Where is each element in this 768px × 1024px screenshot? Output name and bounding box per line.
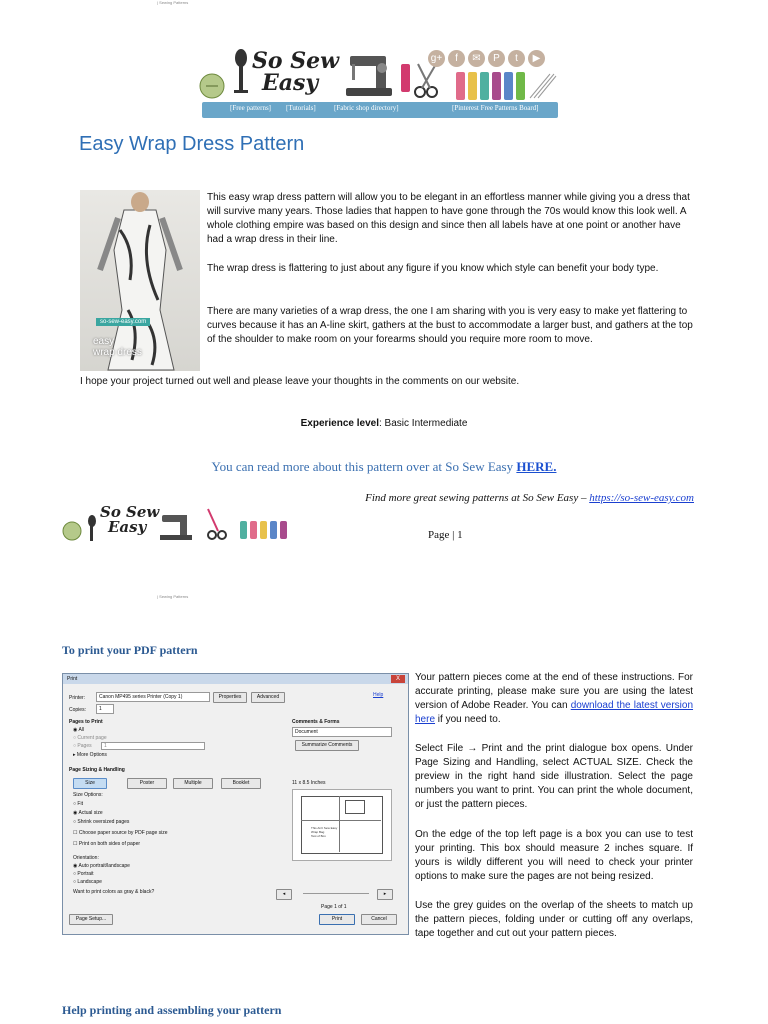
sewing-machine-icon [346, 50, 396, 100]
summarize-comments-button: Summarize Comments [295, 740, 359, 751]
print-para-3: On the edge of the top left page is a box you can use to test your printing. This box should measure 2 inches square. If yours is wildly different you will need to check your printer options to make sure the pages are not being resized. [415, 829, 693, 882]
page-setup-button: Page Setup... [69, 914, 113, 925]
properties-button: Properties [213, 692, 247, 703]
google-plus-icon[interactable]: g+ [428, 50, 445, 67]
print-para-4: Use the grey guides on the overlap of the sheets to match up the pattern pieces, folding under or cutting off any overlaps, tape together and cut out your pattern pieces. [415, 900, 693, 939]
paragraph-2: The wrap dress is flattering to just about any figure if you know which style can benefit your body type. [207, 263, 659, 274]
paragraph-3: There are many varieties of a wrap dress, the one I am sharing with you is very easy to make yet flattering to curves because it has an A-line skirt, gathers at the bust to accommodate a larger bust, and gathers at the top of the shoulder to make room on your forearms should you require more room to move. [207, 306, 693, 345]
page-number: Page | 1 [428, 529, 463, 541]
nav-free-patterns[interactable]: [Free patterns] [230, 104, 272, 112]
site-banner[interactable] [194, 44, 564, 120]
intro-paragraph: This easy wrap dress pattern will allow you to be elegant in an effortless manner while giving you a dress that will survive many years. Those ladies that happen to have gone through the 70s would know this look well. A whole clothing empire was based on this design and since then all labels have at one point or another have had a wrap dress in their line. [207, 192, 690, 245]
scissors-icon [412, 62, 442, 98]
twitter-icon[interactable]: t [508, 50, 525, 67]
comments-select: Document [292, 727, 392, 737]
spool-icon [456, 72, 465, 100]
nav-ribbon [202, 102, 558, 118]
read-more-link[interactable]: HERE. [516, 459, 557, 474]
copies-input: 1 [96, 704, 114, 714]
experience-level: Experience level: Basic Intermediate [300, 418, 468, 429]
page-title: Easy Wrap Dress Pattern [79, 133, 305, 155]
printer-select: Canon MP495 series Printer (Copy 1) [96, 692, 210, 702]
so-sew-easy-url-link[interactable]: https://so-sew-easy.com [589, 492, 694, 504]
pinterest-icon[interactable]: P [488, 50, 505, 67]
nav-pinterest-board[interactable]: [Pinterest Free Patterns Board] [452, 104, 539, 112]
page-caption: | Sewing Patterns [157, 0, 189, 5]
find-more-line: Find more great sewing patterns at So Sew Easy – https://so-sew-easy.com [365, 492, 694, 504]
help-printing-heading: Help printing and assembling your pattern [62, 1003, 282, 1017]
spool-icon [516, 72, 525, 100]
print-para-1: Your pattern pieces come at the end of these instructions. For accurate printing, please make sure you are using the latest version of Adobe Reader. You can download the latest version here if you need to. [415, 672, 694, 725]
spool-icon [468, 72, 477, 100]
button-icon [62, 513, 98, 543]
image-caption-url: so-sew-easy.com [96, 318, 150, 326]
scissors-icon [202, 507, 230, 541]
mannequin-icon [194, 44, 254, 102]
cancel-button: Cancel [361, 914, 397, 925]
nav-tutorials[interactable]: [Tutorials] [286, 104, 316, 112]
advanced-button: Advanced [251, 692, 285, 703]
print-preview: This Ain't Sew Easy Wrap Bag Test of Box [292, 789, 392, 861]
footer-logo: So Sew Easy [62, 505, 314, 545]
dialog-titlebar: Print [63, 674, 408, 684]
print-dialog-screenshot: Print X Printer: Canon MP495 series Printer (Copy 1) Properties Advanced Help Copies: 1 Pages to Print ◉ All ○ Current page ○ Pages 1 ▸ More Options Page Sizing & Handling Size Poster Multiple Booklet Size Options: ○ Fit ◉ Actual size ○ Shrink oversized pages ☐ Choose paper source by PDF page size ☐ Print on both sides of paper Orientation: ◉ Auto portrait/landscape ○ Portrait ○ Landscape Want to print colors as gray & black? Comments & Forms Document Summarize Comments 11 x 8.5 Inches This Ain't Sew Easy Wrap Bag Test of Box ◂ ▸ Page 1 of 1 Page Setup... Print Cancel [62, 673, 409, 935]
dress-photo [80, 190, 200, 371]
facebook-icon[interactable]: f [448, 50, 465, 67]
email-icon[interactable]: ✉ [468, 50, 485, 67]
next-page-button: ▸ [377, 889, 393, 900]
pins-icon [528, 72, 558, 100]
download-adobe-reader-link[interactable]: download the latest version here [415, 700, 694, 725]
paragraph-4: I hope your project turned out well and please leave your thoughts in the comments on our website. [80, 376, 520, 387]
site-logo: So Sew Easy [252, 48, 340, 96]
nav-fabric-shop[interactable]: [Fabric shop directory] [334, 104, 399, 112]
multiple-button: Multiple [173, 778, 213, 789]
poster-button: Poster [127, 778, 167, 789]
read-more-line: You can read more about this pattern over at So Sew Easy HERE. [211, 459, 557, 474]
youtube-icon[interactable]: ▶ [528, 50, 545, 67]
size-button: Size [73, 778, 107, 789]
close-icon: X [391, 675, 405, 683]
print-button: Print [319, 914, 355, 925]
spool-icon [480, 72, 489, 100]
help-link: Help [373, 692, 384, 698]
spool-icon [504, 72, 513, 100]
booklet-button: Booklet [221, 778, 261, 789]
print-heading: To print your PDF pattern [62, 643, 198, 657]
page-caption: | Sewing Patterns [157, 594, 189, 599]
spool-icon [492, 72, 501, 100]
print-para-2: Select File → Print and the print dialogue box opens. Under Page Sizing and Handling, select ACTUAL SIZE. Check the preview in the right hand side illustration. Select the page numbers you want to print. You can print the whole document, or just the pattern pieces. [415, 743, 693, 810]
image-caption: easy wrap dress [93, 336, 142, 358]
sewing-machine-icon [160, 511, 194, 541]
prev-page-button: ◂ [276, 889, 292, 900]
spool-icon [401, 64, 410, 92]
